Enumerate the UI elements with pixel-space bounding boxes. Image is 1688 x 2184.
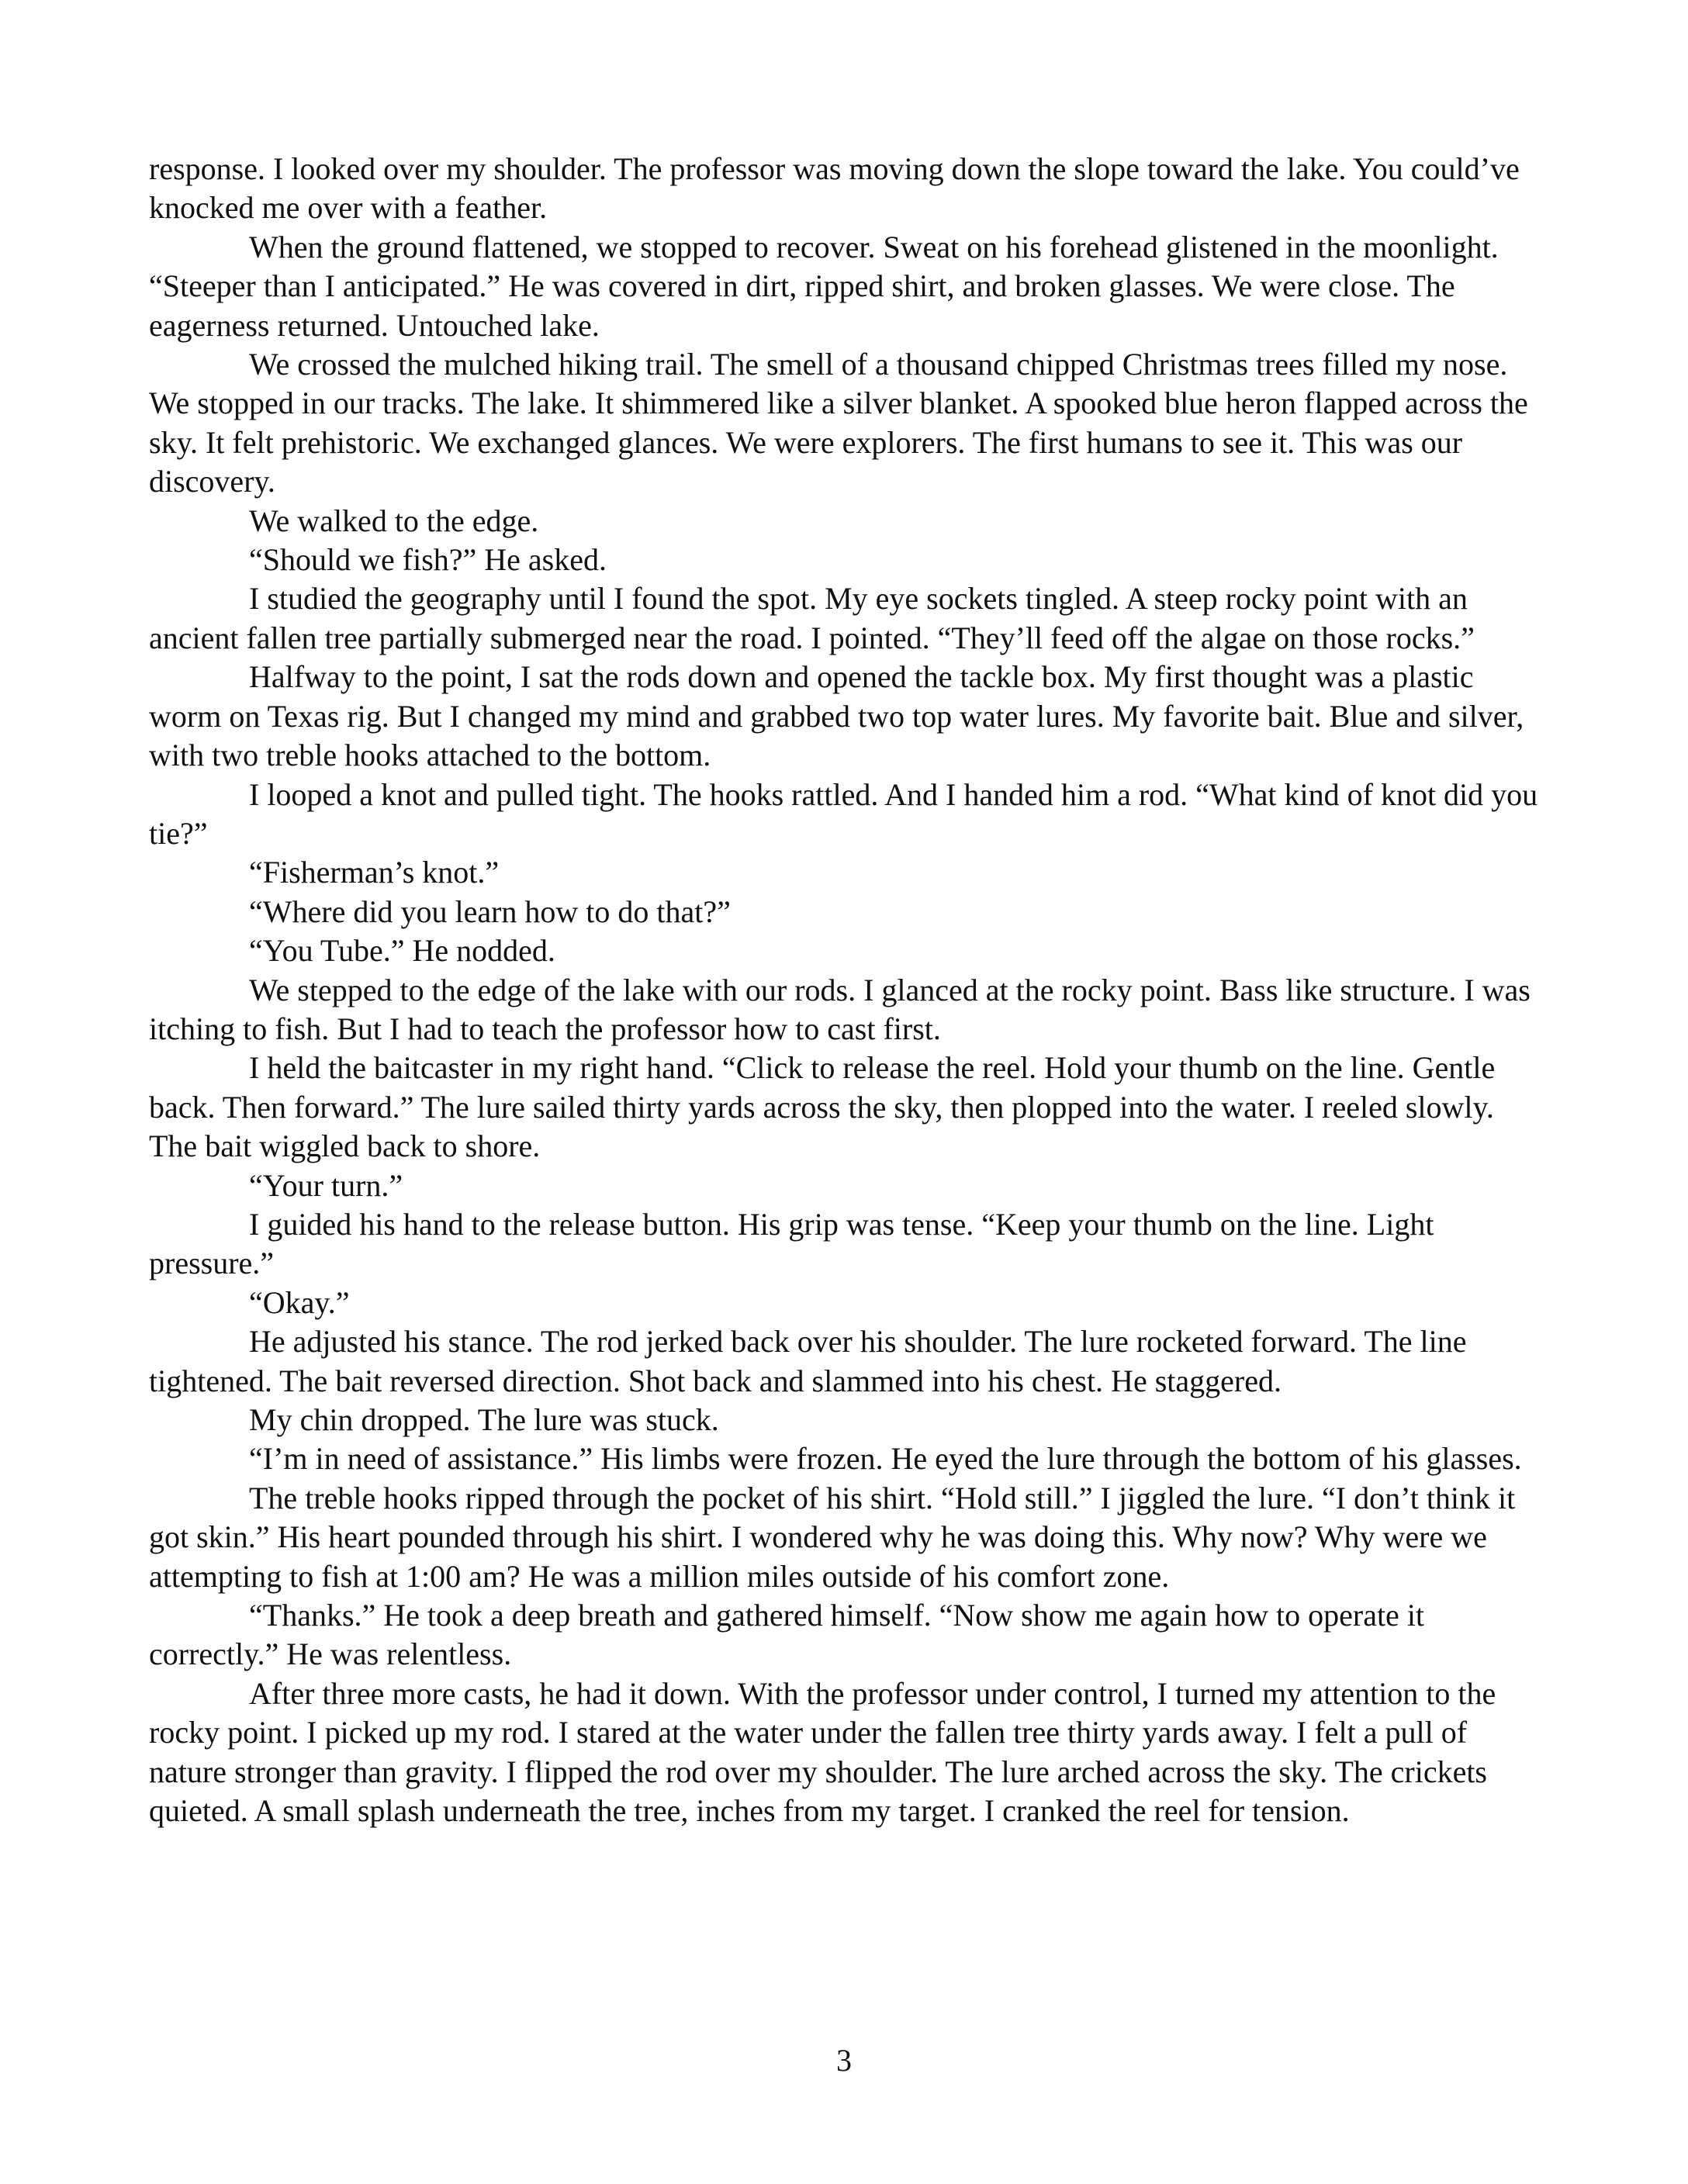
paragraph: response. I looked over my shoulder. The professor was moving down the slope toward the lake. You could’ve knocked me over with a feather.: [149, 151, 1520, 226]
paragraph: I held the baitcaster in my right hand. “Click to release the reel. Hold your thumb on the line. Gentle back. Then forward.” The lure sailed thirty yards across the sky, then plopped into the water. I reeled slowly. The bait wiggled back to shore.: [149, 1050, 1496, 1164]
paragraph: “Your turn.”: [249, 1167, 403, 1203]
paragraph: We stepped to the edge of the lake with our rods. I glanced at the rocky point. Bass like structure. I was itching to fish. But I had to teach the professor how to cast first.: [149, 972, 1531, 1046]
paragraph: “Where did you learn how to do that?”: [249, 893, 731, 929]
paragraph: I looped a knot and pulled tight. The hooks rattled. And I handed him a rod. “What kind of knot did you tie?”: [149, 776, 1538, 851]
paragraph: “I’m in need of assistance.” His limbs were frozen. He eyed the lure through the bottom of his glasses.: [249, 1441, 1522, 1477]
paragraph: “Should we fish?” He asked.: [249, 542, 607, 578]
paragraph: The treble hooks ripped through the pocket of his shirt. “Hold still.” I jiggled the lure. “I don’t think it got skin.” His heart pounded through his shirt. I wondered why he was doing this. Why now? Why were we attempting to fish at 1:00 am? He was a million miles outside of his comfort zone.: [149, 1480, 1516, 1594]
paragraph: We walked to the edge.: [249, 503, 539, 538]
paragraph: My chin dropped. The lure was stuck.: [249, 1402, 719, 1437]
paragraph: When the ground flattened, we stopped to recover. Sweat on his forehead glistened in the moonlight. “Steeper than I anticipated.” He was covered in dirt, ripped shirt, and broken glasses. We were close. The eagerness returned. Untouched lake.: [149, 229, 1499, 343]
paragraph: I guided his hand to the release button. His grip was tense. “Keep your thumb on the line. Light pressure.”: [149, 1206, 1434, 1281]
paragraph: He adjusted his stance. The rod jerked back over his shoulder. The lure rocketed forward. The line tightened. The bait reversed direction. Shot back and slammed into his chest. He staggered.: [149, 1324, 1467, 1398]
paragraph: “Okay.”: [249, 1284, 350, 1320]
paragraph: “You Tube.” He nodded.: [249, 933, 555, 969]
page-number: 3: [836, 2043, 852, 2078]
paragraph: After three more casts, he had it down. With the professor under control, I turned my attention to the rocky point. I picked up my rod. I stared at the water under the fallen tree thirty yards away. I felt a pull of nature stronger than gravity. I flipped the rod over my shoulder. The lure arched across the sky. The crickets quieted. A small splash underneath the tree, inches from my target. I cranked the reel for tension.: [149, 1675, 1496, 1829]
paragraph: I studied the geography until I found the spot. My eye sockets tingled. A steep rocky point with an ancient fallen tree partially submerged near the road. I pointed. “They’ll feed off the algae on those rocks.”: [149, 581, 1475, 655]
paragraph: Halfway to the point, I sat the rods down and opened the tackle box. My first thought was a plastic worm on Texas rig. But I changed my mind and grabbed two top water lures. My favorite bait. Blue and silver, with two treble hooks attached to the bottom.: [149, 659, 1524, 773]
body-text: [149, 150, 1545, 1830]
paragraph: “Fisherman’s knot.”: [249, 855, 500, 890]
paragraph: “Thanks.” He took a deep breath and gathered himself. “Now show me again how to operate it correctly.” He was relentless.: [149, 1598, 1425, 1672]
paragraph: We crossed the mulched hiking trail. The smell of a thousand chipped Christmas trees filled my nose. We stopped in our tracks. The lake. It shimmered like a silver blanket. A spooked blue heron flapped across the sky. It felt prehistoric. We exchanged glances. We were explorers. The first humans to see it. This was our discovery.: [149, 347, 1528, 499]
